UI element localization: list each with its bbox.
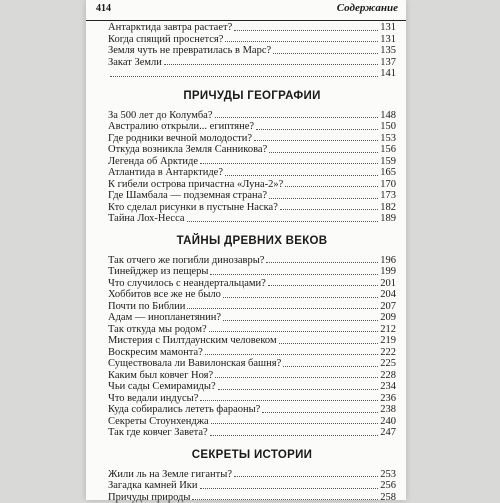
dot-leader (200, 163, 378, 164)
dot-leader (211, 423, 379, 424)
entry-title: Что ведали индусы? (108, 393, 198, 405)
entry-page-number: 209 (380, 312, 396, 324)
page-header (86, 0, 406, 21)
entry-title: Антарктида завтра растает? (108, 22, 232, 34)
entry-page-number: 165 (380, 167, 396, 179)
entry-page-number: 201 (380, 278, 396, 290)
entry-page-number: 253 (380, 469, 396, 481)
toc-entry[interactable] (108, 427, 396, 439)
dot-leader (273, 53, 378, 54)
entry-title: Кто сделал рисунки в пустыне Наска? (108, 202, 278, 214)
entry-page-number: 189 (380, 213, 396, 225)
entry-page-number: 141 (380, 68, 396, 80)
section-heading: ПРИЧУДЫ ГЕОГРАФИИ (108, 84, 396, 108)
entry-page-number: 150 (380, 121, 396, 133)
toc-entry[interactable] (108, 34, 396, 46)
page-number: 414 (96, 3, 111, 14)
toc-entry[interactable] (108, 358, 396, 370)
entry-title: Загадка камней Ики (108, 480, 198, 492)
toc-entry[interactable] (108, 381, 396, 393)
dot-leader (234, 476, 378, 477)
entry-title: Откуда возникла Земля Санникова? (108, 144, 267, 156)
dot-leader (200, 488, 379, 489)
table-of-contents (108, 22, 396, 503)
toc-entry[interactable] (108, 45, 396, 57)
toc-entry[interactable] (108, 110, 396, 122)
toc-entry[interactable] (108, 213, 396, 225)
entry-title: Адам — инопланетянин? (108, 312, 221, 324)
toc-entry[interactable] (108, 68, 396, 80)
entry-page-number: 135 (380, 45, 396, 57)
entry-page-number: 234 (380, 381, 396, 393)
entry-title: Что случилось с неандертальцами? (108, 278, 266, 290)
entry-page-number: 258 (380, 492, 396, 503)
section-heading: СЕКРЕТЫ ИСТОРИИ (108, 443, 396, 467)
entry-title: Существовала ли Вавилонская башня? (108, 358, 281, 370)
toc-entry[interactable] (108, 416, 396, 428)
entry-title: Почти по Библии (108, 301, 185, 313)
toc-entry[interactable] (108, 370, 396, 382)
entry-title: Каким был ковчег Ноя? (108, 370, 213, 382)
toc-entry[interactable] (108, 312, 396, 324)
dot-leader (187, 221, 379, 222)
entry-title: Когда спящий проснется? (108, 34, 223, 46)
toc-entry[interactable] (108, 335, 396, 347)
toc-entry[interactable] (108, 404, 396, 416)
dot-leader (262, 412, 378, 413)
entry-title: Тинейджер из пещеры (108, 266, 208, 278)
dot-leader (205, 354, 378, 355)
dot-leader (268, 285, 378, 286)
entry-page-number: 207 (380, 301, 396, 313)
toc-entry[interactable] (108, 393, 396, 405)
entry-title: Куда собирались лететь фараоны? (108, 404, 260, 416)
section-heading: ТАЙНЫ ДРЕВНИХ ВЕКОВ (108, 229, 396, 253)
entry-page-number: 256 (380, 480, 396, 492)
dot-leader (269, 198, 378, 199)
dot-leader (223, 320, 378, 321)
toc-entry[interactable] (108, 179, 396, 191)
toc-entry[interactable] (108, 324, 396, 336)
entry-title: Атлантида в Антарктиде? (108, 167, 223, 179)
dot-leader (210, 274, 378, 275)
entry-title: За 500 лет до Колумба? (108, 110, 213, 122)
dot-leader (215, 377, 378, 378)
toc-entry[interactable] (108, 469, 396, 481)
dot-leader (225, 175, 378, 176)
entry-title: Где Шамбала — подземная страна? (108, 190, 267, 202)
entry-title: Так отчего же погибли динозавры? (108, 255, 264, 267)
dot-leader (254, 140, 378, 141)
entry-page-number: 247 (380, 427, 396, 439)
entry-page-number: 170 (380, 179, 396, 191)
entry-page-number: 153 (380, 133, 396, 145)
dot-leader (266, 262, 378, 263)
dot-leader (223, 297, 378, 298)
entry-page-number: 131 (380, 34, 396, 46)
entry-page-number: 137 (380, 57, 396, 69)
toc-entry[interactable] (108, 289, 396, 301)
entry-title: Воскресим мамонта? (108, 347, 203, 359)
entry-page-number: 204 (380, 289, 396, 301)
entry-page-number: 238 (380, 404, 396, 416)
toc-entry[interactable] (108, 144, 396, 156)
entry-page-number: 199 (380, 266, 396, 278)
running-title: Содержание (337, 2, 398, 14)
entry-title: Тайна Лох-Несса (108, 213, 185, 225)
toc-entry[interactable] (108, 156, 396, 168)
entry-page-number: 148 (380, 110, 396, 122)
entry-title: Где родники вечной молодости? (108, 133, 252, 145)
entry-title: Причуды природы (108, 492, 190, 503)
toc-entry[interactable] (108, 492, 396, 503)
entry-page-number: 212 (380, 324, 396, 336)
entry-title: Хоббитов все же не было (108, 289, 221, 301)
entry-page-number: 156 (380, 144, 396, 156)
dot-leader (269, 152, 378, 153)
entry-page-number: 225 (380, 358, 396, 370)
entry-title: Так откуда мы родом? (108, 324, 207, 336)
toc-entry[interactable] (108, 22, 396, 34)
entry-title: Чьи сады Семирамиды? (108, 381, 216, 393)
dot-leader (187, 308, 378, 309)
dot-leader (218, 389, 379, 390)
entry-page-number: 222 (380, 347, 396, 359)
entry-title: Так где ковчег Завета? (108, 427, 208, 439)
entry-page-number: 236 (380, 393, 396, 405)
entry-page-number: 159 (380, 156, 396, 168)
entry-page-number: 240 (380, 416, 396, 428)
entry-title: Закат Земли (108, 57, 162, 69)
entry-title: Секреты Стоунхенджа (108, 416, 209, 428)
toc-entry[interactable] (108, 278, 396, 290)
toc-entry[interactable] (108, 133, 396, 145)
toc-entry[interactable] (108, 57, 396, 69)
toc-entry[interactable] (108, 347, 396, 359)
toc-entry[interactable] (108, 255, 396, 267)
dot-leader (164, 64, 378, 65)
dot-leader (283, 366, 378, 367)
toc-entry[interactable] (108, 190, 396, 202)
entry-title: Австралию открыли... египтяне? (108, 121, 254, 133)
entry-title: К гибели острова причастна «Луна-2»? (108, 179, 283, 191)
dot-leader (234, 30, 378, 31)
dot-leader (279, 343, 379, 344)
entry-page-number: 173 (380, 190, 396, 202)
toc-entry[interactable] (108, 301, 396, 313)
toc-entry[interactable] (108, 480, 396, 492)
entry-page-number: 196 (380, 255, 396, 267)
entry-title: Мистерия с Пилтдаунским человеком (108, 335, 277, 347)
toc-entry[interactable] (108, 167, 396, 179)
dot-leader (110, 76, 378, 77)
dot-leader (280, 209, 378, 210)
entry-page-number: 131 (380, 22, 396, 34)
dot-leader (285, 186, 378, 187)
entry-page-number: 228 (380, 370, 396, 382)
toc-entry[interactable] (108, 121, 396, 133)
dot-leader (215, 117, 379, 118)
book-page (86, 0, 406, 500)
toc-entry[interactable] (108, 202, 396, 214)
toc-entry[interactable] (108, 266, 396, 278)
dot-leader (209, 331, 379, 332)
dot-leader (256, 129, 378, 130)
entry-title: Жили ль на Земле гиганты? (108, 469, 232, 481)
entry-title: Легенда об Арктиде (108, 156, 198, 168)
dot-leader (225, 41, 378, 42)
entry-title: Земля чуть не превратилась в Марс? (108, 45, 271, 57)
dot-leader (200, 400, 378, 401)
entry-page-number: 219 (380, 335, 396, 347)
entry-page-number: 182 (380, 202, 396, 214)
dot-leader (210, 435, 379, 436)
